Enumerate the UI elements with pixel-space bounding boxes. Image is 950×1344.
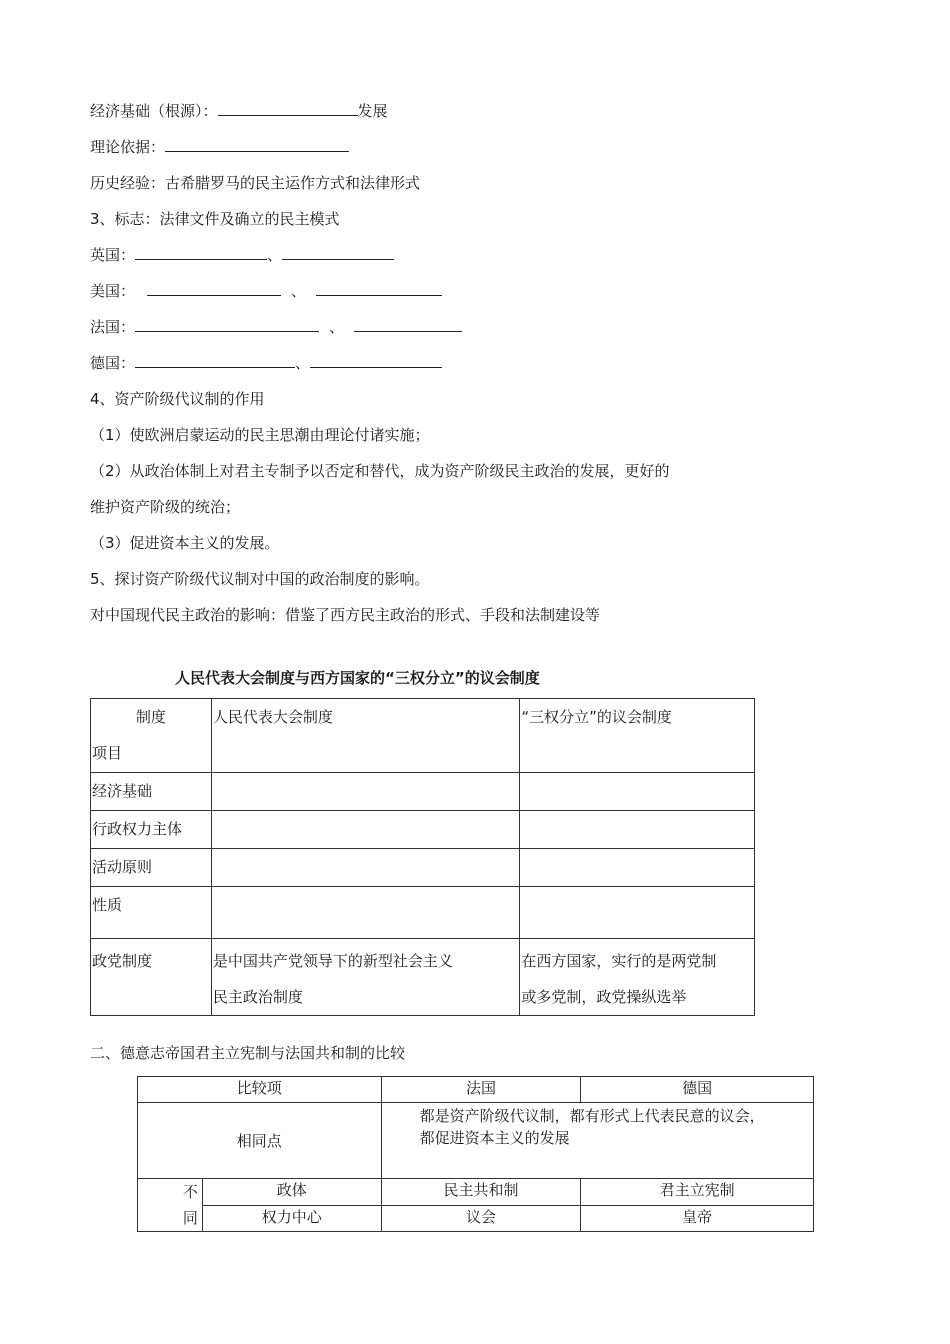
party-npc-line-2: 民主政治制度: [212, 988, 303, 1006]
item3-heading: 3、标志：法律文件及确立的民主模式: [90, 210, 340, 228]
econ-basis-line: [90, 101, 388, 121]
cell-executive-parliament[interactable]: [520, 811, 755, 849]
section2-heading: 二、德意志帝国君主立宪制与法国共和制的比较: [90, 1044, 406, 1062]
cell-power-france: 议会: [381, 1205, 581, 1232]
fr-blank-2[interactable]: [354, 317, 462, 332]
item5-heading: 5、探讨资产阶级代议制对中国的政治制度的影响。: [90, 570, 430, 588]
separator: 、: [291, 282, 307, 300]
comparison-table-1: [90, 698, 755, 1016]
cell-party-npc: [211, 939, 520, 1016]
uk-blank-1[interactable]: [135, 245, 267, 260]
us-label: 美国：: [90, 282, 136, 300]
diff-char-1: 不: [182, 1183, 198, 1201]
cell-party-parliament: [520, 939, 755, 1016]
row-label-executive: 行政权力主体: [91, 811, 212, 849]
cell-principle-npc[interactable]: [211, 849, 520, 887]
effect-2a: （2）从政治体制上对君主专制予以否定和替代，成为资产阶级民主政治的发展，更好的: [90, 462, 670, 480]
row-label-party: 政党制度: [91, 939, 212, 1016]
de-blank-1[interactable]: [135, 353, 295, 368]
cell-econ-npc[interactable]: [211, 773, 520, 811]
us-blank-2[interactable]: [316, 281, 442, 296]
separator: 、: [295, 354, 311, 372]
cell-nature-npc[interactable]: [211, 887, 520, 939]
header-npc: 人民代表大会制度: [211, 699, 520, 773]
de-blank-2[interactable]: [310, 353, 442, 368]
us-blank-1[interactable]: [147, 281, 281, 296]
fr-line: [90, 317, 462, 337]
party-npc-line-1: 是中国共产党领导下的新型社会主义: [212, 952, 453, 970]
row-label-regime: 政体: [202, 1179, 381, 1206]
effect-2b: 维护资产阶级的统治；: [90, 498, 241, 516]
uk-line: [90, 245, 394, 265]
same-text-line-1: 都是资产阶级代议制，都有形式上代表民意的议会，: [419, 1107, 765, 1125]
uk-label: 英国：: [90, 246, 136, 264]
party-parliament-line-1: 在西方国家，实行的是两党制: [521, 952, 717, 970]
econ-basis-suffix: 发展: [357, 102, 388, 120]
row-label-same: 相同点: [138, 1103, 382, 1179]
row-label-nature: 性质: [91, 887, 212, 939]
party-parliament-line-2: 或多党制，政党操纵选举: [521, 988, 687, 1006]
effect-1: （1）使欧洲启蒙运动的民主思潮由理论付诸实施；: [90, 426, 430, 444]
same-text-line-2: 都促进资本主义的发展: [419, 1129, 570, 1147]
row-label-diff: [138, 1179, 203, 1232]
cell-principle-parliament[interactable]: [520, 849, 755, 887]
theory-blank[interactable]: [165, 137, 349, 152]
uk-blank-2[interactable]: [282, 245, 394, 260]
theory-line: [90, 137, 349, 157]
item4-heading: 4、资产阶级代议制的作用: [90, 390, 265, 408]
cell-same-text: [381, 1103, 813, 1179]
cell-regime-france: 民主共和制: [381, 1179, 581, 1206]
de-label: 德国：: [90, 354, 136, 372]
comparison-table-2: [137, 1076, 814, 1232]
impact-line: 对中国现代民主政治的影响：借鉴了西方民主政治的形式、手段和法制建设等: [90, 606, 601, 624]
cell-power-germany: 皇帝: [581, 1205, 814, 1232]
header-germany: 德国: [581, 1077, 814, 1103]
theory-label: 理论依据：: [90, 138, 166, 156]
econ-basis-label: 经济基础（根源）：: [90, 102, 218, 120]
header-item: 比较项: [138, 1077, 382, 1103]
header-france: 法国: [381, 1077, 581, 1103]
header-corner-bottom: 项目: [92, 744, 123, 762]
row-label-principle: 活动原则: [91, 849, 212, 887]
cell-executive-npc[interactable]: [211, 811, 520, 849]
history-line: 历史经验：古希腊罗马的民主运作方式和法律形式: [90, 174, 421, 192]
table1-title: 人民代表大会制度与西方国家的“三权分立”的议会制度: [175, 669, 540, 687]
header-parliament: “三权分立”的议会制度: [520, 699, 755, 773]
separator: 、: [267, 246, 283, 264]
effect-3: （3）促进资本主义的发展。: [90, 534, 280, 552]
cell-regime-germany: 君主立宪制: [581, 1179, 814, 1206]
cell-nature-parliament[interactable]: [520, 887, 755, 939]
de-line: [90, 353, 442, 373]
row-label-econ: 经济基础: [91, 773, 212, 811]
separator: 、: [329, 318, 345, 336]
header-corner: [91, 699, 212, 773]
fr-blank-1[interactable]: [135, 317, 319, 332]
us-line: [90, 281, 442, 301]
cell-econ-parliament[interactable]: [520, 773, 755, 811]
econ-basis-blank[interactable]: [218, 101, 358, 116]
row-label-power: 权力中心: [202, 1205, 381, 1232]
fr-label: 法国：: [90, 318, 136, 336]
diff-char-2: 同: [182, 1209, 198, 1227]
header-corner-top: 制度: [135, 708, 166, 726]
